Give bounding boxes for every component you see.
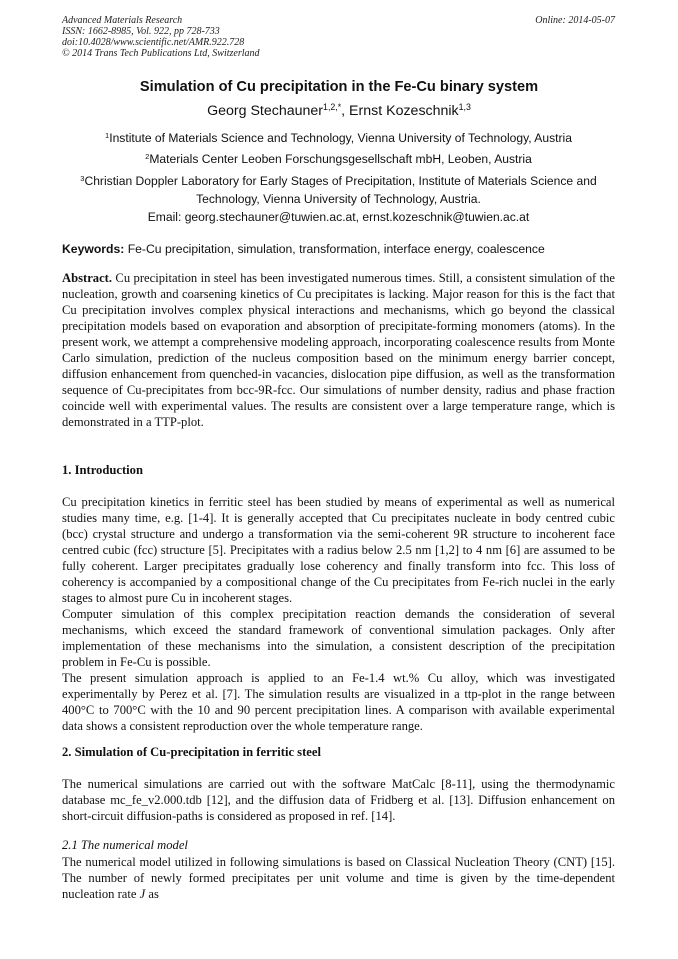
affiliation-2 bbox=[62, 151, 615, 169]
subsection-heading-model: 2.1 The numerical model bbox=[62, 838, 188, 852]
section-heading-introduction: 1. Introduction bbox=[62, 463, 143, 477]
affiliation-text: Institute of Materials Science and Technology, Vienna University of Technology, Austria bbox=[109, 131, 572, 145]
author-list bbox=[0, 103, 678, 119]
journal-doi: doi:10.4028/www.scientific.net/AMR.922.728 bbox=[62, 37, 245, 48]
journal-copyright: © 2014 Trans Tech Publications Ltd, Switzerland bbox=[62, 48, 260, 59]
journal-header bbox=[62, 15, 260, 59]
journal-issn: ISSN: 1662-8985, Vol. 922, pp 728-733 bbox=[62, 26, 220, 37]
keywords-label: Keywords: bbox=[62, 242, 125, 256]
author-affiliation-marker: 1,3 bbox=[458, 102, 471, 113]
author-email: Email: georg.stechauner@tuwien.ac.at, ernst.kozeschnik@tuwien.ac.at bbox=[147, 210, 530, 224]
model-text-end: as bbox=[145, 887, 159, 901]
author-separator: , bbox=[341, 103, 350, 119]
affiliation-number: 3 bbox=[80, 173, 85, 183]
nucleation-rate-symbol: J bbox=[139, 887, 146, 901]
abstract-label: Abstract. bbox=[62, 271, 113, 285]
author-name: Ernst Kozeschnik bbox=[349, 103, 459, 119]
model-paragraph bbox=[62, 854, 615, 902]
online-date: Online: 2014-05-07 bbox=[535, 15, 615, 26]
section-heading-simulation: 2. Simulation of Cu-precipitation in ferritic steel bbox=[62, 745, 321, 759]
intro-paragraph: The present simulation approach is applied to an Fe-1.4 wt.% Cu alloy, which was investigated experimentally by Perez et al. [7]. The simulation results are visualized in a ttp-plot in the range between 400°C to 700°C with the 10 and 90 percent precipitation lines. A comparison with available experimental data shows a consistent reproduction over the whole temperature range. bbox=[62, 671, 615, 733]
affiliation-1 bbox=[62, 130, 615, 148]
author-affiliation-marker: 1,2,* bbox=[323, 102, 342, 113]
abstract bbox=[62, 270, 615, 430]
author-name: Georg Stechauner bbox=[207, 103, 324, 119]
intro-paragraph: Cu precipitation kinetics in ferritic steel has been studied by means of experimental as well as numerical studies many time, e.g. [1-4]. It is generally accepted that Cu precipitates nucleate in body centred cubic (bcc) crystal structure and undergo a transformation via the semi-coherent 9R structure to incoherent face centred cubic (fcc) structure [5]. Precipitates with a radius below 2.5 nm [1,2] to 4 nm [6] are assumed to be fully coherent. Larger precipitates gradually lose coherency and finally transform into fcc. This loss of coherency is accompanied by a compositional change of the Cu precipitates from Fe-rich nuclei in the early stages to almost pure Cu in incoherent stages. bbox=[62, 495, 615, 605]
intro-paragraph: Computer simulation of this complex precipitation reaction demands the consideration of several mechanisms, which exceed the standard framework of conventional simulation packages. Only after implementation of these mechanisms into the simulation, a consistent description of the precipitation problem in Fe-Cu is possible. bbox=[62, 607, 615, 669]
simulation-paragraph: The numerical simulations are carried out with the software MatCalc [8-11], using the thermodynamic database mc_fe_v2.000.tdb [12], and the diffusion data of Fridberg et al. [13]. Diffusion enhancement on short-circuit diffusion-paths is considered as proposed in ref. [14]. bbox=[62, 777, 615, 823]
keywords-text: Fe-Cu precipitation, simulation, transformation, interface energy, coalescence bbox=[127, 242, 545, 256]
paper-title: Simulation of Cu precipitation in the Fe-Cu binary system bbox=[139, 79, 539, 95]
affiliation-number: 1 bbox=[105, 130, 110, 140]
model-text: The numerical model utilized in following simulations is based on Classical Nucleation Theory (CNT) [15]. The number of newly formed precipitates per unit volume and time is given by the time-dependent nucleation rate bbox=[62, 855, 615, 901]
journal-name: Advanced Materials Research bbox=[62, 15, 183, 26]
affiliation-3 bbox=[62, 173, 615, 207]
affiliation-number: 2 bbox=[145, 151, 150, 161]
affiliation-text: Christian Doppler Laboratory for Early Stages of Precipitation, Institute of Materials Science and Technology, Vienna University of Technology, Austria. bbox=[84, 174, 597, 206]
affiliation-text: Materials Center Leoben Forschungsgesellschaft mbH, Leoben, Austria bbox=[149, 152, 532, 166]
abstract-text: Cu precipitation in steel has been investigated numerous times. Still, a consistent simulation of the nucleation, growth and coarsening kinetics of Cu precipitates is lacking. Major reason for this is the fact that Cu precipitation involves complex physical interactions and mechanisms, which go beyond the classical precipitation models based on evaporation and absorption of precipitate-forming monomers (atoms). In the present work, we attempt a comprehensive modeling approach, incorporating coalescence results from Monte Carlo simulation, prediction of the nucleus composition based on the minimum energy barrier concept, diffusion enhancement from quenched-in vacancies, dislocation pipe diffusion, as well as the transformation sequence of Cu-precipitates from bcc-9R-fcc. Our simulations of number density, radius and phase fraction coincide well with experimental values. The results are consistent over a large temperature range, which is demonstrated in a TTP-plot. bbox=[62, 271, 615, 429]
keywords bbox=[62, 242, 615, 256]
